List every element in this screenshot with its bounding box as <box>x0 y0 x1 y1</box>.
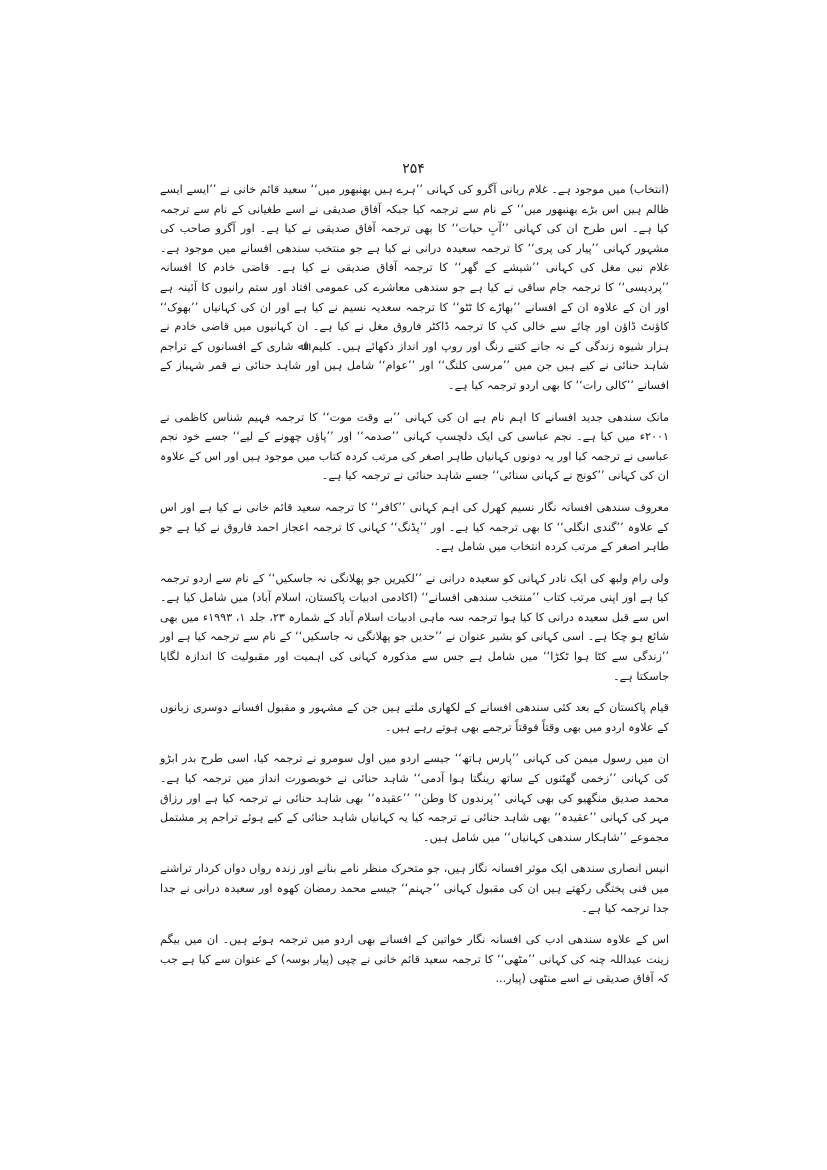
paragraph: ولی رام ولبھ کی ایک نادر کہانی کو سعیدہ درانی نے ’’لکیریں جو پھلانگی نہ جاسکیں‘‘ کے نام سے اردو ترجمہ کیا ہے اور اپنی مرتب کتاب ’’منتخب سندھی افسانے‘‘ (اکادمی ادبیات پاکستان، اسلام آباد) میں شامل کیا ہے۔ اس سے قبل سعیدہ درانی کا کیا ہوا ترجمہ سہ ماہی ادبیات اسلام آباد کے شمارہ ۲۳، جلد ۱، ۱۹۹۳ء میں بھی شائع ہو چکا ہے۔ اسی کہانی کو بشیر عنوان نے ’’حدیں جو پھلانگی نہ جاسکیں‘‘ کے نام سے ترجمہ کیا ہے اور ’’زندگی سے کٹا ہوا ٹکڑا‘‘ میں شامل ہے جس سے مذکورہ کہانی کی اہمیت اور مقبولیت کا اندازہ لگایا جاسکتا ہے۔ <box>160 571 669 683</box>
paragraph: مانک سندھی جدید افسانے کا اہم نام ہے ان کی کہانی ’’بے وقت موت‘‘ کا ترجمہ فہیم شناس کاظمی نے ۲۰۰۱ء میں کیا ہے۔ نجم عباسی کی ایک دلچسپ کہانی ’’صدمہ‘‘ اور ’’پاؤں چھونے کے لیے‘‘ جسے خود نجم عباسی نے ترجمہ کیا اور یہ دونوں کہانیاں طاہر اصغر کی مرتب کردہ کتاب میں موجود ہیں اور اس کے علاوہ ان کی کہانی ’’کونج نے کہانی سنائی‘‘ جسے شاہد حنائی نے ترجمہ کیا ہے۔ <box>160 410 669 483</box>
paragraph: قیام پاکستان کے بعد کئی سندھی افسانے کے لکھاری ملتے ہیں جن کے مشہور و مقبول افسانے دوسری زبانوں کے علاوہ اردو میں بھی وقتاً فوقتاً ترجمے بھی ہوتے رہے ہیں۔ <box>160 701 669 734</box>
page-number: ۲۵۴ <box>402 161 425 177</box>
paragraph: ان میں رسول میمن کی کہانی ’’پارس ہاتھ‘‘ جیسے اردو میں اول سومرو نے ترجمہ کیا، اسی طرح بدر ابڑو کی کہانی ’’زخمی گھٹنوں کے ساتھ رینگتا ہوا آدمی‘‘ شاہد حنائی نے خوبصورت انداز میں ترجمہ کیا ہے۔ محمد صدیق منگھیو کی بھی کہانی ’’پرندوں کا وطن‘‘ ’’عقیدہ‘‘ بھی شاہد حنائی نے ترجمہ کیا ہے اور رزاق مہر کی کہانی ’’عقیدہ‘‘ بھی شاہد حنائی نے ترجمہ کیا یہ کہانیاں شاہد حنائی کے کیے ہوئے تراجم پر مشتمل مجموعے ’’شاہکار سندھی کہانیاں‘‘ میں شامل ہیں۔ <box>160 752 669 844</box>
body-text <box>160 180 669 1001</box>
paragraph: اس کے علاوہ سندھی ادب کی افسانہ نگار خواتین کے افسانے بھی اردو میں ترجمہ ہوئے ہیں۔ ان میں بیگم زینت عبداللہ چنہ کی کہانی ’’مٹھی‘‘ کا ترجمہ سعید قائم خانی نے چپی (پیار بوسہ) کے عنوان سے کیا ہے جب کہ آفاق صدیقی نے اسے منٹھی (پیار... <box>160 933 669 986</box>
paragraph: معروف سندھی افسانہ نگار نسیم کھرل کی اہم کہانی ’’کافر‘‘ کا ترجمہ سعید قائم خانی نے کیا ہے اور اس کے علاوہ ’’گندی انگلی‘‘ کا بھی ترجمہ کیا ہے۔ اور ’’پڈنگ‘‘ کہانی کا ترجمہ اعجاز احمد فاروق نے کیا ہے جو طاہر اصغر کے مرتب کردہ انتخاب میں شامل ہے۔ <box>160 500 669 554</box>
paragraph: (انتخاب) میں موجود ہے۔ غلام ربانی آگرو کی کہانی ’’ہرے ہیں بھنبھور میں‘‘ سعید قائم خانی نے ’’ایسے ایسے ظالم ہیں اس بڑے بھنبھور میں‘‘ کے نام سے ترجمہ کیا جبکہ آفاق صدیقی نے اسے طغیانی کے نام سے ترجمہ کیا ہے۔ اس طرح ان کی کہانی ’’آبِ حیات‘‘ کا بھی ترجمہ آفاق صدیقی نے کیا ہے۔ اور آگرو صاحب کی مشہور کہانی ’’پیار کی پری‘‘ کا ترجمہ سعیدہ درانی نے کیا ہے جو منتخب سندھی افسانے میں موجود ہے۔ غلام نبی مغل کی کہانی ’’شیشے کے گھر‘‘ کا ترجمہ آفاق صدیقی نے کیا ہے۔ قاضی خادم کا افسانہ ’’پردیسی‘‘ کا ترجمہ جام ساقی نے کیا ہے جو سندھی معاشرے کی عمومی افتاد اور ستم رانیوں کا آئینہ ہے اور ان کے علاوہ ان کے افسانے ’’بھاڑے کا ٹٹو‘‘ کا ترجمہ سعدیہ نسیم نے کیا ہے اور ان کی کہانیاں ’’بھوک‘‘ کاؤنٹ ڈاؤن اور چائے سے خالی کپ کا ترجمہ ڈاکٹر فاروق مغل نے کیا ہے۔ ان کہانیوں میں قاضی خادم نے ہزار شیوہ زندگی کے نہ جانے کتنے رنگ اور روپ اور انداز دکھائے ہیں۔ کلیم اﷲ شاری کے افسانوں کے تراجم شاہد حنائی نے کیے ہیں جن میں ’’مرسی کلنگ‘‘ اور ’’عوام‘‘ شامل ہیں اور شاہد حنائی نے قمر شہباز کے افسانے ’’کالی رات‘‘ کا بھی اردو ترجمہ کیا ہے۔ <box>160 183 669 392</box>
paragraph: انیس انصاری سندھی ایک موثر افسانہ نگار ہیں، جو متحرک منظر نامے بنانے اور زندہ رواں دواں کردار تراشنے میں فنی پختگی رکھتے ہیں ان کی مقبول کہانی ’’جہنم‘‘ جیسے محمد رمضان کھوہ اور سعیدہ درانی نے جدا جدا ترجمہ کیا ہے۔ <box>160 862 669 915</box>
